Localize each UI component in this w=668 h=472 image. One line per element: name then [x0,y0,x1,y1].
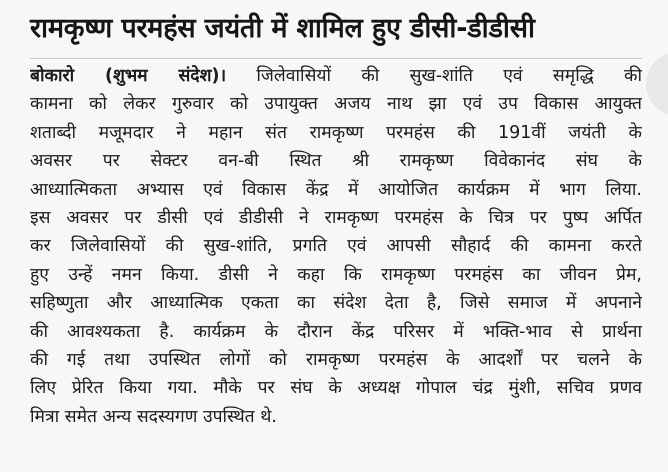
article-line: सहिष्णुता और आध्यात्मिक एकता का संदेश देता है, जिसे समाज में अपनाने [30,293,642,314]
article-line: इस अवसर पर डीसी एवं डीडीसी ने रामकृष्ण परमहंस के चित्र पर पुष्प अर्पित [30,207,642,228]
article-line: की गई तथा उपस्थित लोगों को रामकृष्ण परमहंस के आदर्शों पर चलने के [30,349,642,370]
article-line: हुए उन्हें नमन किया. डीसी ने कहा कि रामकृष्ण परमहंस का जीवन प्रेम, [30,264,642,285]
article-line: मित्रा समेत अन्य सदस्यगण उपस्थित थे. [30,406,277,427]
article-line: कर जिलेवासियों की सुख-शांति, प्रगति एवं आपसी सौहार्द की कामना करते [30,236,642,257]
article-line: आध्यात्मिकता अभ्यास एवं विकास केंद्र में आयोजित कार्यक्रम में भाग लिया. [30,179,642,200]
article-body [30,62,642,431]
article-line: शताब्दी मजूमदार ने महान संत रामकृष्ण परमहंस की 191वीं जयंती के [30,122,642,143]
article-line: की आवश्यकता है. कार्यक्रम के दौरान केंद्र परिसर में भक्ति-भाव से प्रार्थना [30,321,642,342]
page-edge-shadow [646,52,668,116]
headline: रामकृष्ण परमहंस जयंती में शामिल हुए डीसी-डीडीसी [30,13,535,44]
article-line [30,62,642,90]
article-line: कामना को लेकर गुरुवार को उपायुक्त अजय नाथ झा एवं उप विकास आयुक्त [30,94,642,115]
dateline: बोकारो (शुभम संदेश)। [30,66,227,86]
article-line: अवसर पर सेक्टर वन-बी स्थित श्री रामकृष्ण विवेकानंद संघ के [30,151,642,172]
headline-divider [30,58,642,59]
article-line: लिए प्रेरित किया गया. मौके पर संघ के अध्यक्ष गोपाल चंद्र मुंशी, सचिव प्रणव [30,378,642,399]
article-line-text: जिलेवासियों की सुख-शांति एवं समृद्धि की [256,66,642,86]
